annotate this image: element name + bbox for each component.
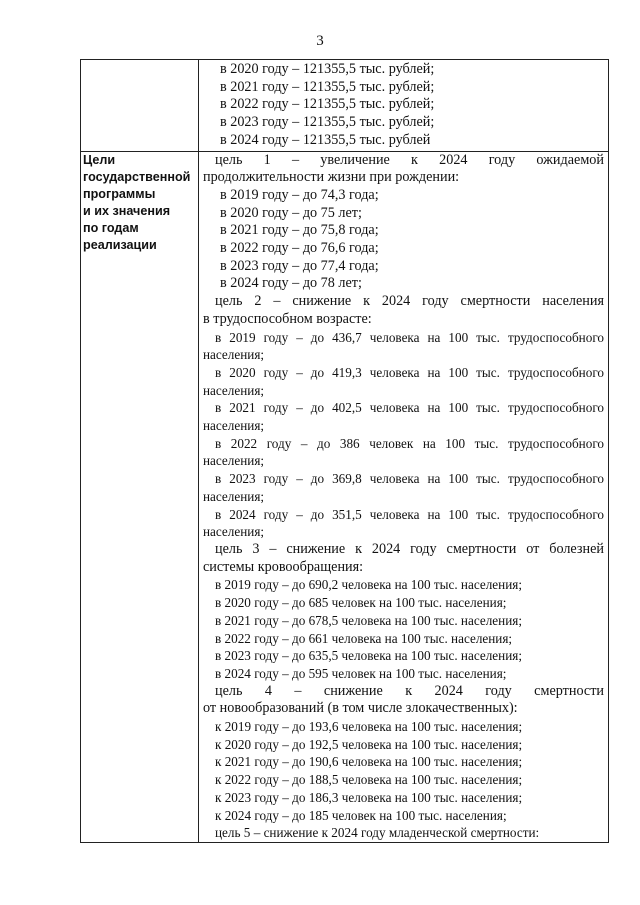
goal-line: населения; [203, 382, 265, 398]
goal-line: в 2023 году – до 635,5 человека на 100 тыс. населения; [215, 648, 522, 664]
goal-line: цель 1 – увеличение к 2024 году ожидаемой [215, 151, 604, 168]
goal-line: цель 4 – снижение к 2024 году смертности [215, 682, 604, 699]
goal-line: в трудоспособном возрасте: [203, 310, 372, 327]
goal-line: в 2021 году – до 678,5 человека на 100 тыс. населения; [215, 612, 522, 628]
goal-line: в 2021 году – до 75,8 года; [220, 222, 379, 239]
funding-line: в 2021 году – 121355,5 тыс. рублей; [220, 78, 435, 95]
goal-line: от новообразований (в том числе злокачественных): [203, 700, 518, 717]
goals-label-line: Цели [83, 152, 116, 167]
goal-line: в 2020 году – до 75 лет; [220, 204, 362, 221]
goal-line: в 2019 году – до 690,2 человека на 100 тыс. населения; [215, 577, 522, 593]
goals-lines [199, 152, 608, 842]
goal-line: продолжительности жизни при рождении: [203, 169, 460, 186]
goal-line: системы кровообращения: [203, 558, 364, 575]
goals-label-line: реализации [83, 237, 157, 252]
funding-line: в 2022 году – 121355,5 тыс. рублей; [220, 96, 435, 113]
goals-right-cell [199, 151, 609, 842]
funding-line: в 2023 году – 121355,5 тыс. рублей; [220, 114, 435, 131]
funding-lines [199, 60, 608, 151]
goal-line: в 2024 году – до 595 человек на 100 тыс. населения; [215, 665, 507, 681]
goal-line: цель 5 – снижение к 2024 году младенческой смертности: [215, 825, 540, 841]
goal-line: населения; [203, 488, 265, 504]
goal-line: населения; [203, 418, 265, 434]
goal-line: населения; [203, 453, 265, 469]
goals-label-line: программы [83, 186, 156, 201]
goal-line: к 2024 году – до 185 человек на 100 тыс. населения; [215, 807, 507, 823]
goal-line: в 2024 году – до 351,5 человека на 100 тыс. трудоспособного [215, 506, 604, 522]
program-table [80, 59, 609, 843]
funding-line: в 2024 году – 121355,5 тыс. рублей [220, 131, 431, 148]
goal-line: населения; [203, 524, 265, 540]
goal-line: цель 2 – снижение к 2024 году смертности населения [215, 293, 604, 310]
goal-line: цель 3 – снижение к 2024 году смертности от болезней [215, 540, 604, 557]
funding-line: в 2020 году – 121355,5 тыс. рублей; [220, 61, 435, 77]
goals-label-line: государственной [83, 169, 191, 184]
goals-row [81, 151, 609, 842]
goal-line: к 2020 году – до 192,5 человека на 100 тыс. населения; [215, 736, 523, 752]
goal-line: к 2019 году – до 193,6 человека на 100 тыс. населения; [215, 719, 523, 735]
goal-line: в 2022 году – до 661 человека на 100 тыс. населения; [215, 630, 513, 646]
funding-row [81, 60, 609, 152]
goals-left-cell [81, 151, 199, 842]
goal-line: в 2022 году – до 76,6 года; [220, 240, 379, 257]
goal-line: в 2019 году – до 436,7 человека на 100 тыс. трудоспособного [215, 329, 604, 345]
goal-line: в 2022 году – до 386 человек на 100 тыс. трудоспособного [215, 435, 604, 451]
goal-line: в 2020 году – до 419,3 человека на 100 тыс. трудоспособного [215, 364, 604, 380]
goal-line: в 2021 году – до 402,5 человека на 100 тыс. трудоспособного [215, 400, 604, 416]
funding-right-cell [199, 60, 609, 152]
goal-line: в 2023 году – до 77,4 года; [220, 257, 379, 274]
funding-left-cell [81, 60, 199, 152]
goal-line: в 2023 году – до 369,8 человека на 100 тыс. трудоспособного [215, 471, 604, 487]
goal-line: к 2022 году – до 188,5 человека на 100 тыс. населения; [215, 772, 523, 788]
goals-label [81, 152, 198, 254]
goal-line: к 2023 году – до 186,3 человека на 100 тыс. населения; [215, 789, 523, 805]
page-number: 3 [316, 33, 324, 49]
goal-line: населения; [203, 347, 265, 363]
goal-line: к 2021 году – до 190,6 человека на 100 тыс. населения; [215, 754, 523, 770]
goal-line: в 2024 году – до 78 лет; [220, 275, 362, 292]
goals-label-line: по годам [83, 220, 139, 235]
goal-line: в 2020 году – до 685 человек на 100 тыс. населения; [215, 595, 507, 611]
goals-label-line: и их значения [83, 203, 171, 218]
goal-line: в 2019 году – до 74,3 года; [220, 186, 379, 203]
